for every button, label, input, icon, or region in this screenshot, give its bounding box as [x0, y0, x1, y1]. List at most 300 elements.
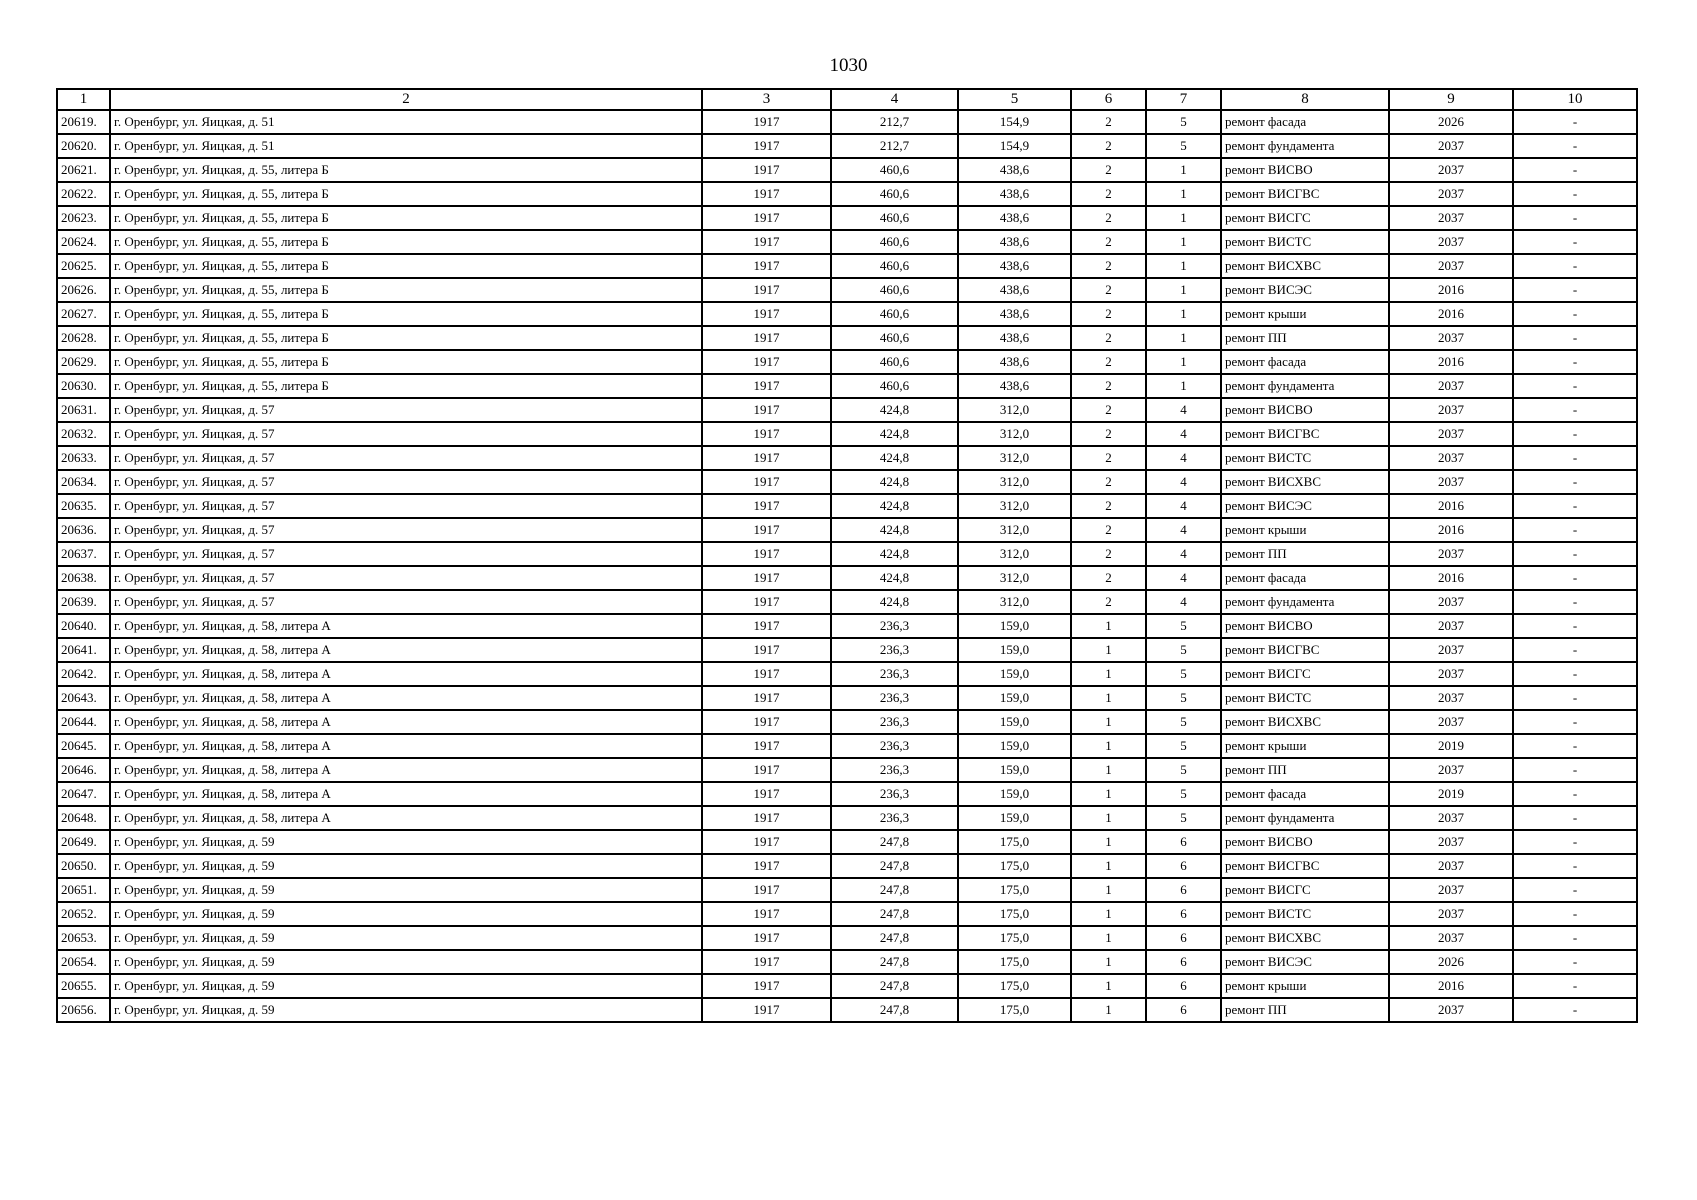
cell-planned-year: 2037	[1389, 158, 1513, 182]
cell-apartments: 6	[1146, 902, 1221, 926]
cell-living-area: 159,0	[958, 758, 1071, 782]
register-table	[56, 88, 1638, 1023]
cell-work-type: ремонт крыши	[1221, 734, 1389, 758]
cell-apartments: 1	[1146, 350, 1221, 374]
cell-note: -	[1513, 566, 1637, 590]
cell-apartments: 6	[1146, 878, 1221, 902]
cell-apartments: 5	[1146, 614, 1221, 638]
cell-address: г. Оренбург, ул. Яицкая, д. 59	[110, 998, 702, 1022]
cell-planned-year: 2037	[1389, 758, 1513, 782]
cell-apartments: 5	[1146, 782, 1221, 806]
cell-total-area: 247,8	[831, 830, 958, 854]
cell-year-built: 1917	[702, 374, 831, 398]
cell-address: г. Оренбург, ул. Яицкая, д. 57	[110, 470, 702, 494]
cell-living-area: 438,6	[958, 158, 1071, 182]
cell-apartments: 6	[1146, 854, 1221, 878]
cell-address: г. Оренбург, ул. Яицкая, д. 57	[110, 590, 702, 614]
cell-apartments: 4	[1146, 518, 1221, 542]
cell-apartments: 6	[1146, 974, 1221, 998]
cell-total-area: 236,3	[831, 806, 958, 830]
column-header-2: 2	[110, 89, 702, 110]
cell-living-area: 438,6	[958, 278, 1071, 302]
cell-row-number: 20653.	[57, 926, 110, 950]
table-row	[57, 662, 1637, 686]
table-row	[57, 878, 1637, 902]
cell-row-number: 20633.	[57, 446, 110, 470]
table-row	[57, 542, 1637, 566]
cell-note: -	[1513, 206, 1637, 230]
cell-total-area: 424,8	[831, 590, 958, 614]
cell-note: -	[1513, 350, 1637, 374]
cell-note: -	[1513, 230, 1637, 254]
cell-floors: 1	[1071, 710, 1146, 734]
cell-living-area: 159,0	[958, 710, 1071, 734]
cell-living-area: 175,0	[958, 998, 1071, 1022]
cell-year-built: 1917	[702, 782, 831, 806]
cell-year-built: 1917	[702, 998, 831, 1022]
cell-total-area: 247,8	[831, 950, 958, 974]
cell-planned-year: 2037	[1389, 590, 1513, 614]
cell-address: г. Оренбург, ул. Яицкая, д. 51	[110, 110, 702, 134]
cell-note: -	[1513, 686, 1637, 710]
cell-floors: 2	[1071, 518, 1146, 542]
cell-total-area: 236,3	[831, 614, 958, 638]
cell-year-built: 1917	[702, 662, 831, 686]
cell-row-number: 20627.	[57, 302, 110, 326]
cell-year-built: 1917	[702, 734, 831, 758]
cell-planned-year: 2037	[1389, 902, 1513, 926]
cell-living-area: 438,6	[958, 254, 1071, 278]
cell-floors: 1	[1071, 734, 1146, 758]
cell-total-area: 247,8	[831, 998, 958, 1022]
cell-work-type: ремонт ВИСХВС	[1221, 710, 1389, 734]
cell-apartments: 4	[1146, 566, 1221, 590]
cell-living-area: 312,0	[958, 542, 1071, 566]
cell-total-area: 236,3	[831, 782, 958, 806]
cell-living-area: 175,0	[958, 950, 1071, 974]
cell-work-type: ремонт ВИСВО	[1221, 398, 1389, 422]
cell-year-built: 1917	[702, 710, 831, 734]
table-row	[57, 830, 1637, 854]
cell-total-area: 424,8	[831, 542, 958, 566]
cell-total-area: 247,8	[831, 878, 958, 902]
cell-planned-year: 2016	[1389, 278, 1513, 302]
cell-planned-year: 2026	[1389, 110, 1513, 134]
cell-floors: 2	[1071, 590, 1146, 614]
cell-row-number: 20654.	[57, 950, 110, 974]
cell-year-built: 1917	[702, 446, 831, 470]
cell-year-built: 1917	[702, 566, 831, 590]
cell-note: -	[1513, 302, 1637, 326]
cell-work-type: ремонт фундамента	[1221, 374, 1389, 398]
cell-row-number: 20620.	[57, 134, 110, 158]
cell-work-type: ремонт ВИСГС	[1221, 662, 1389, 686]
cell-note: -	[1513, 446, 1637, 470]
cell-note: -	[1513, 806, 1637, 830]
cell-address: г. Оренбург, ул. Яицкая, д. 55, литера Б	[110, 302, 702, 326]
cell-apartments: 6	[1146, 926, 1221, 950]
cell-address: г. Оренбург, ул. Яицкая, д. 58, литера А	[110, 710, 702, 734]
cell-planned-year: 2037	[1389, 254, 1513, 278]
cell-year-built: 1917	[702, 854, 831, 878]
cell-floors: 1	[1071, 686, 1146, 710]
cell-work-type: ремонт ВИСГВС	[1221, 422, 1389, 446]
cell-row-number: 20625.	[57, 254, 110, 278]
cell-row-number: 20650.	[57, 854, 110, 878]
cell-total-area: 236,3	[831, 758, 958, 782]
cell-living-area: 175,0	[958, 902, 1071, 926]
cell-address: г. Оренбург, ул. Яицкая, д. 55, литера Б	[110, 182, 702, 206]
table-row	[57, 902, 1637, 926]
cell-year-built: 1917	[702, 518, 831, 542]
cell-total-area: 460,6	[831, 206, 958, 230]
cell-planned-year: 2037	[1389, 398, 1513, 422]
header-row	[57, 89, 1637, 110]
cell-address: г. Оренбург, ул. Яицкая, д. 51	[110, 134, 702, 158]
cell-planned-year: 2037	[1389, 806, 1513, 830]
cell-apartments: 5	[1146, 734, 1221, 758]
cell-note: -	[1513, 422, 1637, 446]
cell-apartments: 5	[1146, 110, 1221, 134]
cell-floors: 1	[1071, 998, 1146, 1022]
cell-year-built: 1917	[702, 422, 831, 446]
cell-work-type: ремонт фасада	[1221, 110, 1389, 134]
cell-address: г. Оренбург, ул. Яицкая, д. 59	[110, 854, 702, 878]
cell-floors: 1	[1071, 950, 1146, 974]
cell-total-area: 460,6	[831, 302, 958, 326]
cell-planned-year: 2016	[1389, 302, 1513, 326]
cell-planned-year: 2037	[1389, 662, 1513, 686]
cell-row-number: 20651.	[57, 878, 110, 902]
table-row	[57, 254, 1637, 278]
cell-planned-year: 2016	[1389, 518, 1513, 542]
cell-year-built: 1917	[702, 398, 831, 422]
cell-floors: 2	[1071, 422, 1146, 446]
cell-year-built: 1917	[702, 350, 831, 374]
table-row	[57, 158, 1637, 182]
cell-year-built: 1917	[702, 182, 831, 206]
cell-living-area: 312,0	[958, 518, 1071, 542]
cell-total-area: 424,8	[831, 518, 958, 542]
cell-row-number: 20646.	[57, 758, 110, 782]
column-header-3: 3	[702, 89, 831, 110]
cell-floors: 2	[1071, 230, 1146, 254]
cell-living-area: 175,0	[958, 878, 1071, 902]
cell-planned-year: 2016	[1389, 566, 1513, 590]
cell-year-built: 1917	[702, 638, 831, 662]
cell-total-area: 424,8	[831, 422, 958, 446]
table-row	[57, 926, 1637, 950]
table-row	[57, 518, 1637, 542]
cell-total-area: 460,6	[831, 326, 958, 350]
cell-address: г. Оренбург, ул. Яицкая, д. 55, литера Б	[110, 158, 702, 182]
cell-note: -	[1513, 614, 1637, 638]
cell-work-type: ремонт ВИСВО	[1221, 830, 1389, 854]
cell-work-type: ремонт фундамента	[1221, 590, 1389, 614]
cell-work-type: ремонт ВИСВО	[1221, 614, 1389, 638]
cell-floors: 2	[1071, 278, 1146, 302]
column-header-5: 5	[958, 89, 1071, 110]
cell-row-number: 20647.	[57, 782, 110, 806]
cell-floors: 2	[1071, 566, 1146, 590]
cell-apartments: 4	[1146, 494, 1221, 518]
cell-work-type: ремонт ВИСГВС	[1221, 854, 1389, 878]
cell-total-area: 460,6	[831, 350, 958, 374]
cell-work-type: ремонт ВИСГВС	[1221, 638, 1389, 662]
cell-note: -	[1513, 158, 1637, 182]
cell-work-type: ремонт ПП	[1221, 326, 1389, 350]
cell-address: г. Оренбург, ул. Яицкая, д. 59	[110, 950, 702, 974]
cell-apartments: 1	[1146, 374, 1221, 398]
cell-total-area: 424,8	[831, 494, 958, 518]
cell-work-type: ремонт фундамента	[1221, 806, 1389, 830]
cell-apartments: 5	[1146, 710, 1221, 734]
table-row	[57, 374, 1637, 398]
cell-total-area: 236,3	[831, 662, 958, 686]
cell-year-built: 1917	[702, 110, 831, 134]
cell-floors: 1	[1071, 638, 1146, 662]
cell-note: -	[1513, 950, 1637, 974]
cell-address: г. Оренбург, ул. Яицкая, д. 58, литера А	[110, 782, 702, 806]
cell-row-number: 20628.	[57, 326, 110, 350]
cell-floors: 2	[1071, 182, 1146, 206]
table-row	[57, 398, 1637, 422]
cell-total-area: 424,8	[831, 398, 958, 422]
cell-planned-year: 2037	[1389, 446, 1513, 470]
cell-floors: 1	[1071, 974, 1146, 998]
cell-planned-year: 2037	[1389, 542, 1513, 566]
cell-planned-year: 2037	[1389, 470, 1513, 494]
cell-total-area: 236,3	[831, 710, 958, 734]
cell-apartments: 5	[1146, 638, 1221, 662]
cell-row-number: 20624.	[57, 230, 110, 254]
cell-row-number: 20652.	[57, 902, 110, 926]
cell-year-built: 1917	[702, 614, 831, 638]
cell-address: г. Оренбург, ул. Яицкая, д. 58, литера А	[110, 734, 702, 758]
cell-apartments: 6	[1146, 950, 1221, 974]
cell-planned-year: 2037	[1389, 134, 1513, 158]
cell-work-type: ремонт ВИСХВС	[1221, 926, 1389, 950]
table-row	[57, 470, 1637, 494]
cell-planned-year: 2037	[1389, 926, 1513, 950]
cell-floors: 1	[1071, 926, 1146, 950]
cell-year-built: 1917	[702, 950, 831, 974]
cell-apartments: 5	[1146, 134, 1221, 158]
cell-address: г. Оренбург, ул. Яицкая, д. 57	[110, 542, 702, 566]
cell-work-type: ремонт ВИСХВС	[1221, 254, 1389, 278]
cell-year-built: 1917	[702, 902, 831, 926]
cell-note: -	[1513, 494, 1637, 518]
cell-apartments: 6	[1146, 998, 1221, 1022]
cell-living-area: 154,9	[958, 110, 1071, 134]
cell-floors: 1	[1071, 878, 1146, 902]
cell-work-type: ремонт ВИСЭС	[1221, 278, 1389, 302]
cell-living-area: 159,0	[958, 806, 1071, 830]
cell-year-built: 1917	[702, 974, 831, 998]
cell-address: г. Оренбург, ул. Яицкая, д. 55, литера Б	[110, 374, 702, 398]
cell-year-built: 1917	[702, 230, 831, 254]
cell-living-area: 438,6	[958, 350, 1071, 374]
cell-planned-year: 2037	[1389, 686, 1513, 710]
cell-row-number: 20621.	[57, 158, 110, 182]
cell-floors: 2	[1071, 350, 1146, 374]
cell-note: -	[1513, 878, 1637, 902]
cell-planned-year: 2037	[1389, 206, 1513, 230]
cell-year-built: 1917	[702, 806, 831, 830]
cell-planned-year: 2016	[1389, 350, 1513, 374]
cell-living-area: 312,0	[958, 470, 1071, 494]
cell-total-area: 460,6	[831, 182, 958, 206]
cell-living-area: 175,0	[958, 830, 1071, 854]
table-row	[57, 734, 1637, 758]
cell-planned-year: 2037	[1389, 374, 1513, 398]
cell-year-built: 1917	[702, 878, 831, 902]
cell-address: г. Оренбург, ул. Яицкая, д. 57	[110, 398, 702, 422]
column-header-1: 1	[57, 89, 110, 110]
cell-row-number: 20640.	[57, 614, 110, 638]
table-row	[57, 590, 1637, 614]
cell-planned-year: 2016	[1389, 974, 1513, 998]
cell-year-built: 1917	[702, 758, 831, 782]
cell-note: -	[1513, 470, 1637, 494]
cell-living-area: 312,0	[958, 398, 1071, 422]
cell-note: -	[1513, 110, 1637, 134]
table-row	[57, 614, 1637, 638]
cell-living-area: 438,6	[958, 374, 1071, 398]
cell-apartments: 1	[1146, 158, 1221, 182]
cell-apartments: 4	[1146, 470, 1221, 494]
column-header-4: 4	[831, 89, 958, 110]
cell-address: г. Оренбург, ул. Яицкая, д. 55, литера Б	[110, 350, 702, 374]
cell-work-type: ремонт фасада	[1221, 566, 1389, 590]
cell-apartments: 1	[1146, 206, 1221, 230]
cell-living-area: 159,0	[958, 662, 1071, 686]
cell-total-area: 212,7	[831, 110, 958, 134]
cell-row-number: 20623.	[57, 206, 110, 230]
cell-note: -	[1513, 638, 1637, 662]
cell-year-built: 1917	[702, 830, 831, 854]
table-row	[57, 566, 1637, 590]
cell-living-area: 438,6	[958, 230, 1071, 254]
cell-address: г. Оренбург, ул. Яицкая, д. 55, литера Б	[110, 326, 702, 350]
cell-address: г. Оренбург, ул. Яицкая, д. 58, литера А	[110, 758, 702, 782]
table-row	[57, 350, 1637, 374]
cell-row-number: 20635.	[57, 494, 110, 518]
cell-row-number: 20644.	[57, 710, 110, 734]
table-row	[57, 110, 1637, 134]
cell-year-built: 1917	[702, 686, 831, 710]
cell-note: -	[1513, 830, 1637, 854]
cell-floors: 2	[1071, 302, 1146, 326]
cell-note: -	[1513, 542, 1637, 566]
cell-work-type: ремонт ВИСВО	[1221, 158, 1389, 182]
cell-note: -	[1513, 278, 1637, 302]
table-row	[57, 686, 1637, 710]
cell-address: г. Оренбург, ул. Яицкая, д. 55, литера Б	[110, 230, 702, 254]
table-row	[57, 854, 1637, 878]
cell-apartments: 1	[1146, 302, 1221, 326]
cell-living-area: 159,0	[958, 638, 1071, 662]
cell-living-area: 438,6	[958, 326, 1071, 350]
cell-work-type: ремонт ВИСГВС	[1221, 182, 1389, 206]
cell-living-area: 312,0	[958, 422, 1071, 446]
table-row	[57, 206, 1637, 230]
cell-row-number: 20638.	[57, 566, 110, 590]
cell-work-type: ремонт ВИСТС	[1221, 902, 1389, 926]
cell-living-area: 438,6	[958, 302, 1071, 326]
cell-work-type: ремонт ПП	[1221, 758, 1389, 782]
cell-row-number: 20619.	[57, 110, 110, 134]
cell-address: г. Оренбург, ул. Яицкая, д. 59	[110, 926, 702, 950]
cell-note: -	[1513, 902, 1637, 926]
cell-row-number: 20649.	[57, 830, 110, 854]
column-header-9: 9	[1389, 89, 1513, 110]
table-row	[57, 134, 1637, 158]
cell-living-area: 312,0	[958, 494, 1071, 518]
cell-living-area: 154,9	[958, 134, 1071, 158]
cell-note: -	[1513, 998, 1637, 1022]
cell-address: г. Оренбург, ул. Яицкая, д. 57	[110, 518, 702, 542]
cell-row-number: 20655.	[57, 974, 110, 998]
cell-apartments: 1	[1146, 278, 1221, 302]
cell-total-area: 460,6	[831, 230, 958, 254]
table-row	[57, 950, 1637, 974]
cell-apartments: 4	[1146, 422, 1221, 446]
cell-row-number: 20645.	[57, 734, 110, 758]
cell-total-area: 424,8	[831, 566, 958, 590]
table-row	[57, 782, 1637, 806]
cell-year-built: 1917	[702, 278, 831, 302]
cell-note: -	[1513, 782, 1637, 806]
cell-total-area: 424,8	[831, 470, 958, 494]
cell-planned-year: 2037	[1389, 710, 1513, 734]
cell-row-number: 20626.	[57, 278, 110, 302]
cell-row-number: 20636.	[57, 518, 110, 542]
cell-total-area: 460,6	[831, 158, 958, 182]
table-row	[57, 230, 1637, 254]
cell-address: г. Оренбург, ул. Яицкая, д. 57	[110, 566, 702, 590]
cell-address: г. Оренбург, ул. Яицкая, д. 59	[110, 974, 702, 998]
cell-work-type: ремонт ВИСЭС	[1221, 950, 1389, 974]
cell-living-area: 312,0	[958, 566, 1071, 590]
cell-year-built: 1917	[702, 302, 831, 326]
cell-apartments: 5	[1146, 758, 1221, 782]
cell-total-area: 236,3	[831, 638, 958, 662]
cell-floors: 2	[1071, 158, 1146, 182]
cell-row-number: 20641.	[57, 638, 110, 662]
table-row	[57, 710, 1637, 734]
cell-year-built: 1917	[702, 206, 831, 230]
cell-address: г. Оренбург, ул. Яицкая, д. 58, литера А	[110, 614, 702, 638]
cell-address: г. Оренбург, ул. Яицкая, д. 55, литера Б	[110, 254, 702, 278]
cell-apartments: 5	[1146, 686, 1221, 710]
cell-row-number: 20656.	[57, 998, 110, 1022]
cell-floors: 2	[1071, 542, 1146, 566]
cell-floors: 2	[1071, 254, 1146, 278]
cell-work-type: ремонт ВИСТС	[1221, 446, 1389, 470]
cell-planned-year: 2026	[1389, 950, 1513, 974]
cell-total-area: 236,3	[831, 734, 958, 758]
cell-row-number: 20634.	[57, 470, 110, 494]
cell-row-number: 20642.	[57, 662, 110, 686]
cell-floors: 2	[1071, 110, 1146, 134]
cell-address: г. Оренбург, ул. Яицкая, д. 57	[110, 422, 702, 446]
cell-apartments: 1	[1146, 182, 1221, 206]
cell-total-area: 247,8	[831, 926, 958, 950]
cell-total-area: 424,8	[831, 446, 958, 470]
cell-apartments: 6	[1146, 830, 1221, 854]
cell-living-area: 312,0	[958, 446, 1071, 470]
